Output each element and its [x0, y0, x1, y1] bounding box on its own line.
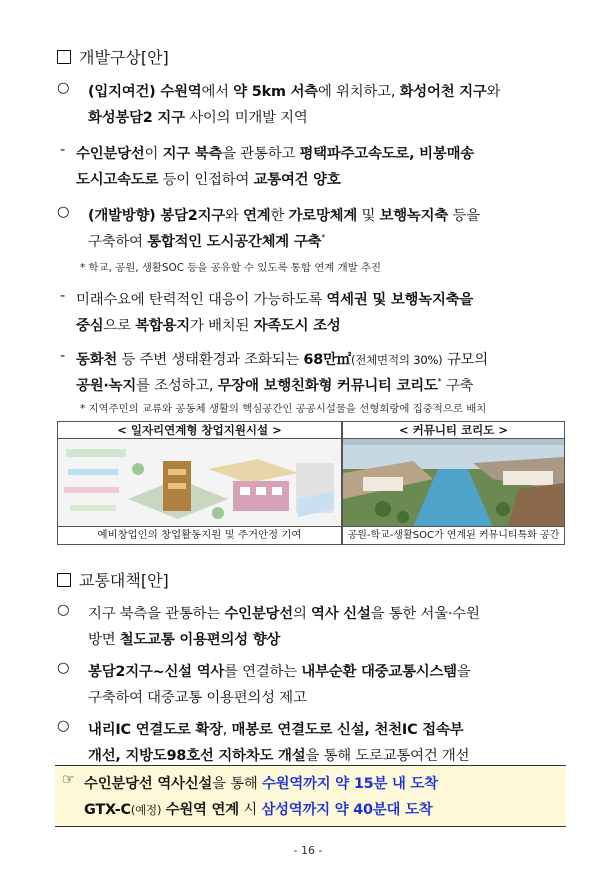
section-title-transport: 교통대책[안] [57, 568, 169, 591]
direction-line-2: 구축하여 통합적인 도시공간체계 구축* [88, 233, 326, 250]
demand-line-2: 중심으로 복합용지가 배치된 자족도시 조성 [76, 318, 341, 334]
location-line-1: (입지여건) 수원역에서 약 5km 서측에 위치하고, 화성어천 지구와 [88, 84, 501, 100]
checkbox-square-icon [57, 50, 71, 64]
image-caption-corridor: 공원-학교-생활SOC가 연계된 커뮤니티특화 공간 [342, 526, 565, 545]
bullet-circle: ○ [57, 660, 70, 676]
bullet-dash: - [60, 142, 65, 158]
bullet-circle: ○ [57, 718, 70, 734]
bullet-circle: ○ [57, 204, 70, 220]
rail-line-1: 지구 북측을 관통하는 수인분당선의 역사 신설을 통한 서울·수원 [88, 606, 480, 622]
callout-line-1: 수인분당선 역사신설을 통해 수원역까지 약 15분 내 도착 [84, 776, 438, 792]
bullet-dash: - [60, 288, 65, 304]
footnote-2: * 지역주민의 교류와 공동체 생활의 핵심공간인 공공시설물을 선형회랑에 집중적으로 배치 [80, 403, 487, 415]
road-line-1: 내리IC 연결도로 확장, 매봉로 연결도로 신설, 천천IC 접속부 [88, 722, 464, 738]
bus-line-2: 구축하여 대중교통 이용편의성 제고 [88, 690, 307, 706]
image-caption-startup: 예비창업인의 창업활동지원 및 주거안정 기여 [57, 526, 342, 545]
section-title-development: 개발구상[안] [57, 45, 169, 68]
image-header-corridor: < 커뮤니티 코리도 > [342, 421, 565, 440]
road-line-2: 개선, 지방도98호선 지하차도 개설을 통해 도로교통여건 개선 [88, 748, 470, 764]
footnote-1: * 학교, 공원, 생활SOC 등을 공유할 수 있도록 통합 연계 개발 추진 [80, 262, 382, 274]
demand-line-1: 미래수요에 탄력적인 대응이 가능하도록 역세권 및 보행녹지축을 [76, 292, 474, 308]
park-line-2: 공원·녹지를 조성하고, 무장애 보행친화형 커뮤니티 코리도* 구축 [76, 377, 474, 394]
transport-line-2: 도시고속도로 등이 인접하여 교통여건 양호 [76, 172, 341, 188]
bus-line-1: 봉담2지구~신설 역사를 연결하는 내부순환 대중교통시스템을 [88, 664, 471, 680]
bullet-circle: ○ [57, 80, 70, 96]
page-number: - 16 - [293, 844, 323, 857]
location-line-2: 화성봉담2 지구 사이의 미개발 지역 [88, 110, 308, 126]
image-header-startup: < 일자리연계형 창업지원시설 > [57, 421, 342, 440]
bullet-circle: ○ [57, 602, 70, 618]
park-line-1: 동화천 등 주변 생태환경과 조화되는 68만㎡(전체면적의 30%) 규모의 [76, 352, 488, 368]
checkbox-square-icon [57, 573, 71, 587]
direction-line-1: (개발방향) 봉담2지구와 연계한 가로망체계 및 보행녹지축 등을 [88, 208, 480, 224]
startup-facility-image [57, 438, 342, 528]
transport-line-1: 수인분당선이 지구 북측을 관통하고 평택파주고속도로, 비봉매송 [76, 146, 474, 162]
callout-line-2: GTX-C(예정) 수원역 연계 시 삼성역까지 약 40분대 도착 [84, 802, 433, 818]
bullet-dash: - [60, 348, 65, 364]
pointing-hand-icon: ☞ [62, 772, 75, 788]
community-corridor-image [342, 438, 565, 528]
rail-line-2: 방면 철도교통 이용편의성 향상 [88, 632, 281, 648]
